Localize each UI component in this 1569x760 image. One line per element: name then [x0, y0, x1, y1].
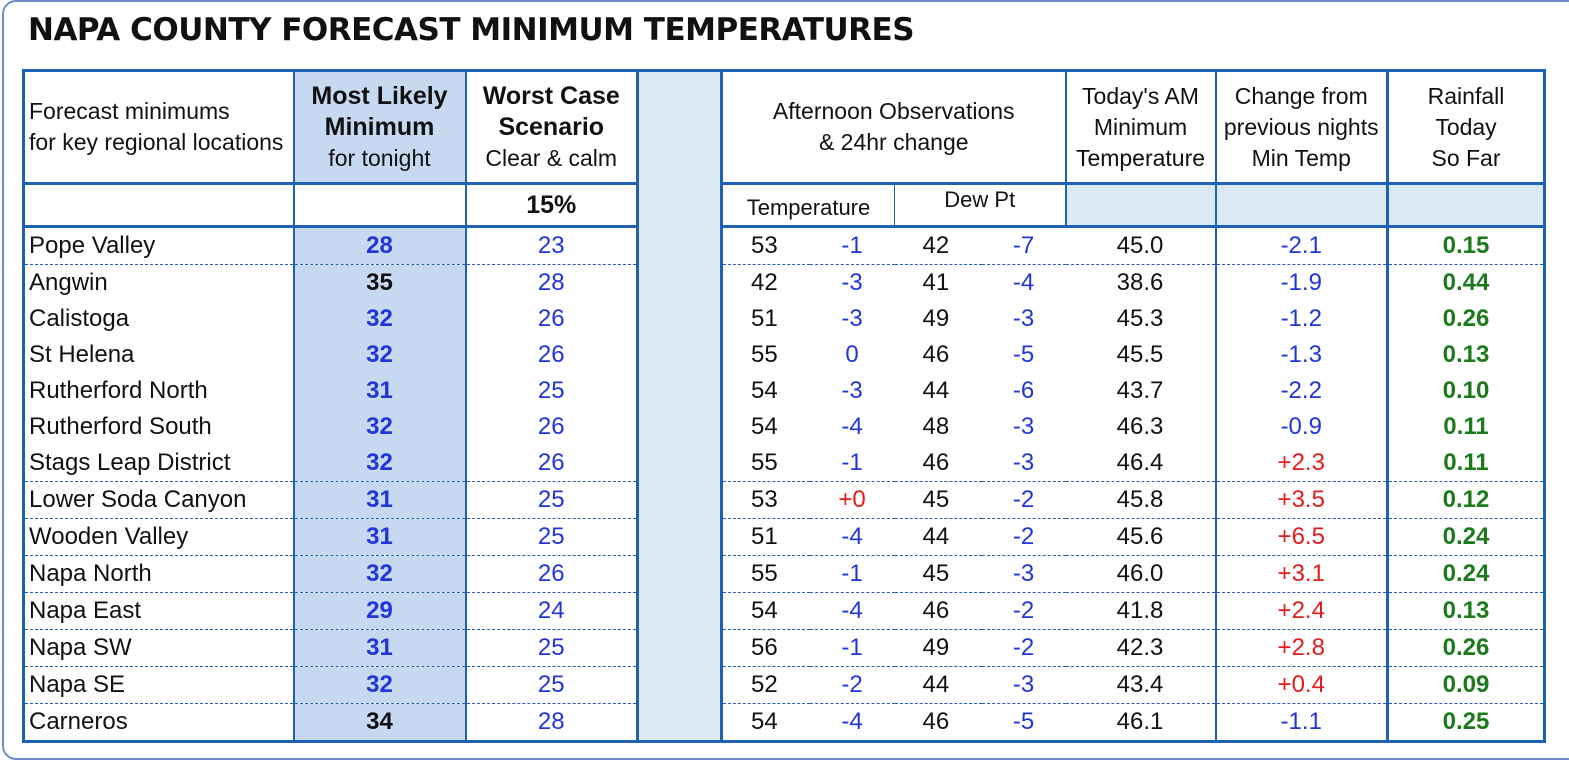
- subheader-rain-blank: [1388, 184, 1545, 227]
- temp-change: -2: [810, 667, 895, 704]
- temp-change: -3: [841, 305, 863, 332]
- location-name: Angwin: [24, 265, 294, 302]
- temp-change: -4: [841, 413, 863, 440]
- worst-case-min: 26: [466, 301, 638, 337]
- dewpoint-change: -5: [1012, 341, 1035, 368]
- rainfall-today: 0.25: [1442, 708, 1490, 735]
- rainfall-today: 0.09: [1388, 667, 1545, 704]
- most-likely-min: 31: [294, 373, 466, 409]
- table-row: [24, 519, 1545, 556]
- afternoon-temp: 51: [722, 519, 810, 556]
- am-minimum: 46.3: [1066, 409, 1216, 445]
- rainfall-today: 0.26: [1442, 305, 1490, 332]
- forecast-table: [22, 69, 1546, 743]
- most-likely-min: 31: [294, 519, 466, 556]
- change-from-previous: -1.3: [1216, 337, 1388, 373]
- temp-change: -4: [841, 708, 863, 735]
- afternoon-temp: 54: [751, 708, 778, 735]
- worst-case-min: 24: [466, 593, 638, 630]
- dewpoint-change: -5: [1012, 708, 1035, 735]
- most-likely-min: 34: [294, 704, 466, 742]
- most-likely-min: 28: [294, 227, 466, 265]
- temp-change: -1: [810, 556, 895, 593]
- most-likely-min: 32: [294, 409, 466, 445]
- afternoon-temp: 42: [751, 269, 778, 296]
- table-row: [24, 409, 1545, 445]
- column-gap: [638, 71, 722, 742]
- am-minimum: 46.4: [1066, 445, 1216, 482]
- location-name: Napa East: [24, 593, 294, 630]
- am-minimum: 38.6: [1066, 265, 1216, 302]
- table-row: [24, 337, 1545, 373]
- subheader-blank: [24, 184, 294, 227]
- dewpoint: 48: [922, 413, 950, 440]
- afternoon-temp: 53: [722, 482, 810, 519]
- table-row: [24, 556, 1545, 593]
- worst-case-min: 25: [466, 630, 638, 667]
- table-row: [24, 667, 1545, 704]
- worst-case-min: 26: [466, 445, 638, 482]
- header-am-minimum: Today's AM Minimum Temperature: [1066, 71, 1216, 184]
- header-worst-case: Worst Case Scenario Clear & calm: [466, 71, 638, 184]
- most-likely-min: 32: [294, 556, 466, 593]
- change-from-previous: -1.2: [1216, 301, 1388, 337]
- table-row: [24, 445, 1545, 482]
- subheader-change-blank: [1216, 184, 1388, 227]
- am-minimum: 45.3: [1066, 301, 1216, 337]
- dewpoint-change: -3: [982, 556, 1066, 593]
- worst-case-min: 25: [466, 667, 638, 704]
- dewpoint-change: -7: [982, 227, 1066, 265]
- header-row: [24, 71, 1545, 184]
- most-likely-min: 32: [294, 667, 466, 704]
- change-from-previous: -1.9: [1216, 265, 1388, 302]
- dewpoint: 45: [895, 482, 982, 519]
- dewpoint-change: -2: [982, 519, 1066, 556]
- dewpoint: 46: [895, 593, 982, 630]
- dewpoint: 49: [895, 630, 982, 667]
- change-from-previous: +0.4: [1216, 667, 1388, 704]
- rainfall-today: 0.26: [1388, 630, 1545, 667]
- rainfall-today: 0.15: [1388, 227, 1545, 265]
- table-row: [24, 373, 1545, 409]
- change-from-previous: +2.3: [1216, 445, 1388, 482]
- dewpoint: 44: [895, 667, 982, 704]
- dewpoint-change: -4: [1012, 269, 1035, 296]
- rainfall-today: 0.24: [1388, 556, 1545, 593]
- dewpoint: 46: [895, 445, 982, 482]
- table-row: [24, 301, 1545, 337]
- afternoon-temp: 55: [751, 341, 778, 368]
- am-minimum: 43.4: [1066, 667, 1216, 704]
- location-name: Calistoga: [24, 301, 294, 337]
- location-name: St Helena: [24, 337, 294, 373]
- worst-case-min: 23: [466, 227, 638, 265]
- subheader-row: [24, 184, 1545, 227]
- worst-case-min: 26: [466, 337, 638, 373]
- table-row: [24, 630, 1545, 667]
- location-name: Pope Valley: [24, 227, 294, 265]
- afternoon-temp: 56: [722, 630, 810, 667]
- most-likely-min: 35: [294, 265, 466, 302]
- change-from-previous: +3.1: [1216, 556, 1388, 593]
- am-minimum: 41.8: [1066, 593, 1216, 630]
- subheader-temperature: Temperature: [722, 184, 895, 227]
- location-name: Wooden Valley: [24, 519, 294, 556]
- afternoon-temp: 52: [722, 667, 810, 704]
- dewpoint-change: -3: [1012, 413, 1035, 440]
- location-name: Napa SW: [24, 630, 294, 667]
- most-likely-min: 31: [294, 482, 466, 519]
- am-minimum: 45.5: [1066, 337, 1216, 373]
- rainfall-today: 0.11: [1388, 445, 1545, 482]
- change-from-previous: -2.2: [1216, 373, 1388, 409]
- page-title: NAPA COUNTY FORECAST MINIMUM TEMPERATURES: [28, 12, 915, 48]
- most-likely-min: 32: [294, 337, 466, 373]
- afternoon-temp: 53: [722, 227, 810, 265]
- dewpoint-change: -2: [982, 630, 1066, 667]
- dewpoint: 42: [895, 227, 982, 265]
- most-likely-min: 32: [294, 301, 466, 337]
- most-likely-min: 31: [294, 630, 466, 667]
- location-name: Stags Leap District: [24, 445, 294, 482]
- table-row: [24, 593, 1545, 630]
- worst-case-min: 28: [466, 265, 638, 302]
- dewpoint-change: -3: [982, 445, 1066, 482]
- rainfall-today: 0.13: [1388, 593, 1545, 630]
- temp-change: -3: [841, 269, 863, 296]
- change-from-previous: +2.8: [1216, 630, 1388, 667]
- dewpoint-change: -3: [1012, 305, 1035, 332]
- rainfall-today: 0.13: [1442, 341, 1490, 368]
- afternoon-temp: 51: [751, 305, 778, 332]
- location-name: Napa North: [24, 556, 294, 593]
- table-row: [24, 227, 1545, 265]
- change-from-previous: +6.5: [1216, 519, 1388, 556]
- rainfall-today: 0.24: [1388, 519, 1545, 556]
- temp-change: -1: [810, 445, 895, 482]
- dewpoint-change: -2: [982, 482, 1066, 519]
- worst-case-min: 25: [466, 519, 638, 556]
- header-most-likely: Most Likely Minimum for tonight: [294, 71, 466, 184]
- dewpoint: 44: [922, 377, 950, 404]
- afternoon-temp: 54: [751, 377, 778, 404]
- location-name: Rutherford South: [24, 409, 294, 445]
- worst-case-min: 28: [466, 704, 638, 742]
- temp-change: +0: [810, 482, 895, 519]
- table-row: [24, 482, 1545, 519]
- dewpoint: 46: [922, 341, 950, 368]
- subheader-most-likely-blank: [294, 184, 466, 227]
- rainfall-today: 0.11: [1443, 413, 1489, 440]
- temp-change: -1: [810, 227, 895, 265]
- am-minimum: 46.1: [1066, 704, 1216, 742]
- afternoon-temp: 55: [722, 445, 810, 482]
- change-from-previous: -2.1: [1216, 227, 1388, 265]
- am-minimum: 42.3: [1066, 630, 1216, 667]
- change-from-previous: +3.5: [1216, 482, 1388, 519]
- subheader-dewpt: Dew Pt: [895, 184, 1066, 227]
- dewpoint: 41: [922, 269, 950, 296]
- am-minimum: 45.8: [1066, 482, 1216, 519]
- location-name: Napa SE: [24, 667, 294, 704]
- header-afternoon-observations: Afternoon Observations & 24hr change: [722, 71, 1066, 184]
- temp-change: -1: [810, 630, 895, 667]
- dewpoint: 46: [922, 708, 950, 735]
- afternoon-temp: 54: [751, 413, 778, 440]
- most-likely-min: 32: [294, 445, 466, 482]
- location-name: Rutherford North: [24, 373, 294, 409]
- temp-change: 0: [845, 341, 859, 368]
- worst-case-min: 25: [466, 482, 638, 519]
- rainfall-today: 0.44: [1442, 269, 1490, 296]
- dewpoint-change: -3: [982, 667, 1066, 704]
- dewpoint-change: -2: [982, 593, 1066, 630]
- location-name: Carneros: [24, 704, 294, 742]
- worst-case-min: 25: [466, 373, 638, 409]
- am-minimum: 46.0: [1066, 556, 1216, 593]
- header-rainfall: Rainfall Today So Far: [1427, 82, 1505, 171]
- dewpoint: 49: [922, 305, 950, 332]
- worst-case-min: 26: [466, 556, 638, 593]
- change-from-previous: -0.9: [1216, 409, 1388, 445]
- am-minimum: 43.7: [1066, 373, 1216, 409]
- subheader-am-blank: [1066, 184, 1216, 227]
- temp-change: -3: [841, 377, 863, 404]
- header-location: Forecast minimums for key regional locations: [24, 71, 294, 184]
- worst-case-percent: 15%: [466, 184, 638, 227]
- temp-change: -4: [810, 519, 895, 556]
- table-row: [24, 704, 1545, 742]
- am-minimum: 45.0: [1066, 227, 1216, 265]
- header-change-from-previous: Change from previous nights Min Temp: [1216, 71, 1388, 184]
- dewpoint: 44: [895, 519, 982, 556]
- afternoon-temp: 54: [722, 593, 810, 630]
- temp-change: -4: [810, 593, 895, 630]
- most-likely-min: 29: [294, 593, 466, 630]
- change-from-previous: -1.1: [1216, 704, 1388, 742]
- location-name: Lower Soda Canyon: [24, 482, 294, 519]
- dewpoint: 45: [895, 556, 982, 593]
- change-from-previous: +2.4: [1216, 593, 1388, 630]
- worst-case-min: 26: [466, 409, 638, 445]
- afternoon-temp: 55: [722, 556, 810, 593]
- dewpoint-change: -6: [1012, 377, 1035, 404]
- table-row: [24, 265, 1545, 302]
- rainfall-today: 0.12: [1388, 482, 1545, 519]
- am-minimum: 45.6: [1066, 519, 1216, 556]
- rainfall-today: 0.10: [1442, 377, 1490, 404]
